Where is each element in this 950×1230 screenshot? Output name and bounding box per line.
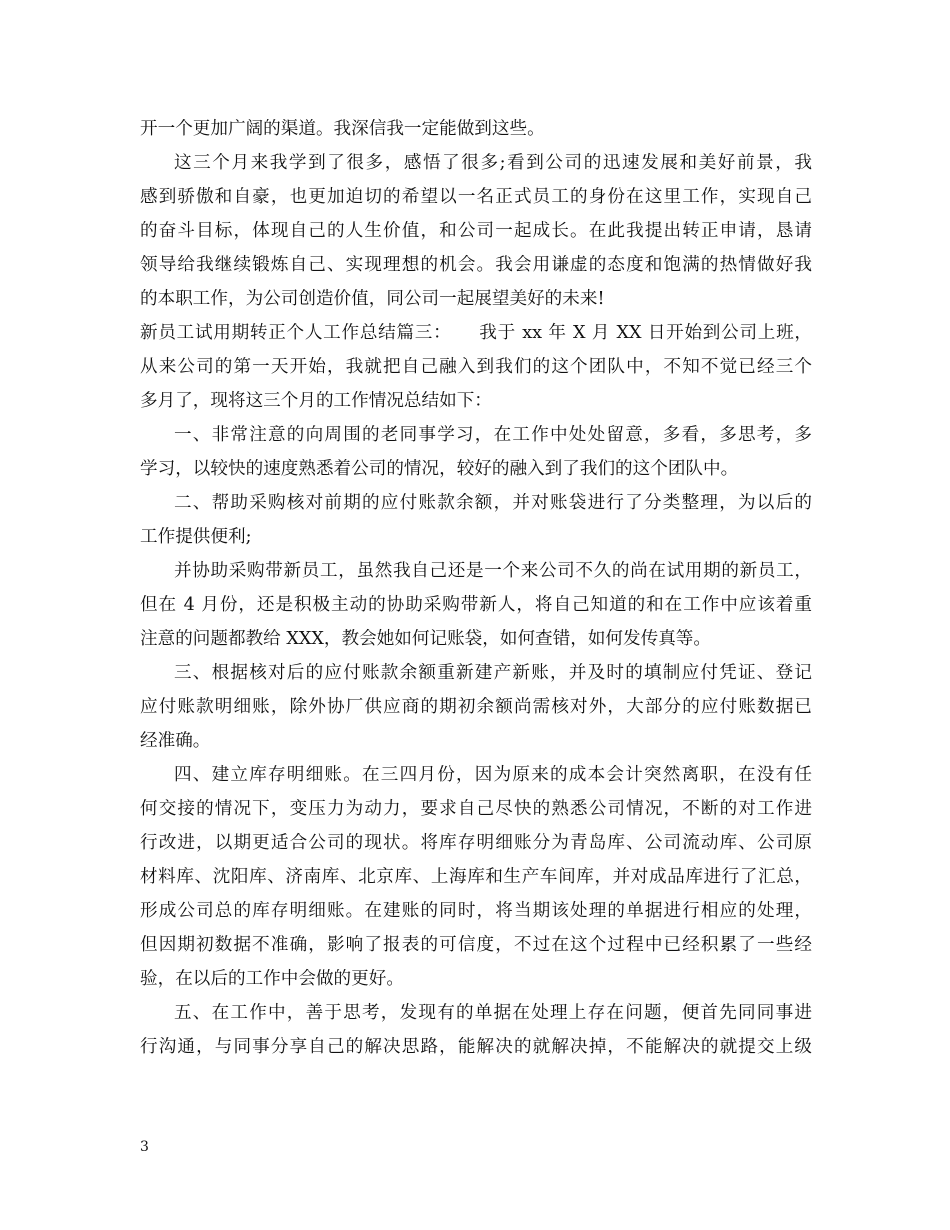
text-line: 的奋斗目标，体现自己的人生价值，和公司一起成长。在此我提出转正申请，恳请 <box>140 221 812 241</box>
text-line: 行沟通，与同事分享自己的解决思路，能解决的就解决掉，不能解决的就提交上级 <box>140 1037 812 1057</box>
text-line: 应付账款明细账，除外协厂供应商的期初余额尚需核对外，大部分的应付账数据已 <box>140 697 812 717</box>
text-line: 感到骄傲和自豪，也更加迫切的希望以一名正式员工的身份在这里工作，实现自己 <box>140 187 812 207</box>
text-line: 但因期初数据不准确，影响了报表的可信度，不过在这个过程中已经积累了一些经 <box>140 935 812 955</box>
text-line: 学习，以较快的速度熟悉着公司的情况，较好的融入到了我们的这个团队中。 <box>140 459 739 479</box>
text-line: 但在 4 月份，还是积极主动的协助采购带新人，将自己知道的和在工作中应该着重 <box>140 595 812 615</box>
text-line: 材料库、沈阳库、济南库、北京库、上海库和生产车间库，并对成品库进行了汇总， <box>140 867 812 887</box>
text-line: 的本职工作，为公司创造价值，同公司一起展望美好的未来! <box>140 289 605 309</box>
text-line: 验，在以后的工作中会做的更好。 <box>140 969 404 989</box>
text-line: 一、非常注意的向周围的老同事学习，在工作中处处留意，多看，多思考，多 <box>174 425 812 445</box>
text-line: 新员工试用期转正个人工作总结篇三： 我于 xx 年 X 月 XX 日开始到公司上班， <box>140 323 812 343</box>
text-line: 工作提供便利; <box>140 527 252 547</box>
text-line: 四、建立库存明细账。在三四月份，因为原来的成本会计突然离职，在没有任 <box>174 765 812 785</box>
text-line: 多月了，现将这三个月的工作情况总结如下： <box>140 391 492 411</box>
text-line: 并协助采购带新员工，虽然我自己还是一个来公司不久的尚在试用期的新员工， <box>174 561 812 581</box>
text-line: 经准确。 <box>140 731 211 751</box>
text-line: 这三个月来我学到了很多，感悟了很多;看到公司的迅速发展和美好前景，我 <box>174 153 812 173</box>
text-line: 三、根据核对后的应付账款余额重新建产新账，并及时的填制应付凭证、登记 <box>174 663 812 683</box>
text-line: 五、在工作中，善于思考，发现有的单据在处理上存在问题，便首先同同事进 <box>174 1003 812 1023</box>
text-line: 二、帮助采购核对前期的应付账款余额，并对账袋进行了分类整理，为以后的 <box>174 493 812 513</box>
text-line: 领导给我继续锻炼自己、实现理想的机会。我会用谦虚的态度和饱满的热情做好我 <box>140 255 812 275</box>
page-number: 3 <box>140 1139 149 1155</box>
text-line: 从来公司的第一天开始，我就把自己融入到我们的这个团队中，不知不觉已经三个 <box>140 357 812 377</box>
text-line: 形成公司总的库存明细账。在建账的同时，将当期该处理的单据进行相应的处理， <box>140 901 812 921</box>
text-line: 行改进，以期更适合公司的现状。将库存明细账分为青岛库、公司流动库、公司原 <box>140 833 812 853</box>
text-line: 何交接的情况下，变压力为动力，要求自己尽快的熟悉公司情况，不断的对工作进 <box>140 799 812 819</box>
text-line: 注意的问题都教给 XXX，教会她如何记账袋，如何查错，如何发传真等。 <box>140 629 711 649</box>
text-line: 开一个更加广阔的渠道。我深信我一定能做到这些。 <box>140 119 545 139</box>
document-body <box>140 112 812 1064</box>
